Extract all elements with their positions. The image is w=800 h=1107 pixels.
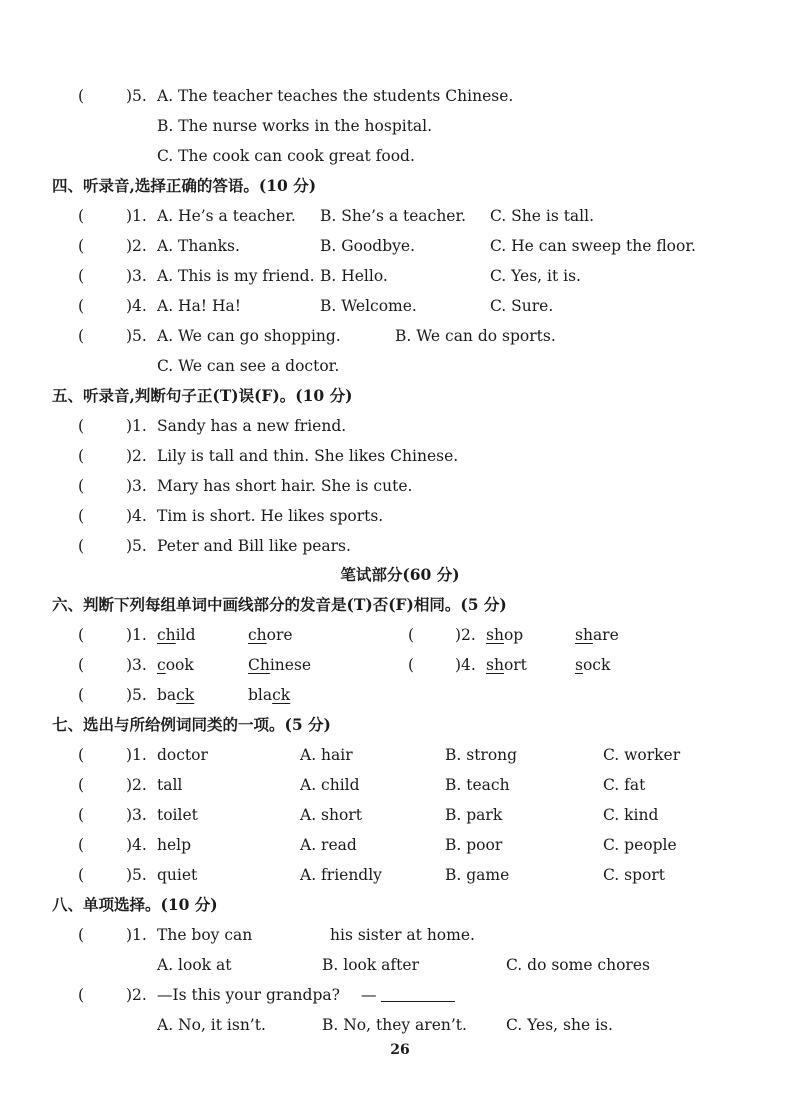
option-a: A. Ha! Ha! <box>157 297 241 315</box>
question-stem-end: his sister at home. <box>330 926 475 944</box>
answer-paren[interactable]: ( <box>408 656 415 674</box>
option-b: B. teach <box>445 776 510 794</box>
answer-paren[interactable]: ( <box>78 477 85 495</box>
word-2 <box>248 625 293 645</box>
option-a: A. We can go shopping. <box>157 327 341 345</box>
underlined-part: s <box>575 656 583 674</box>
option-b: B. No, they aren’t. <box>322 1016 467 1034</box>
underlined-part: ch <box>248 626 267 644</box>
word-1 <box>486 625 523 645</box>
option-c: C. Yes, she is. <box>506 1016 613 1034</box>
question-number: )3. <box>126 656 147 674</box>
answer-gap[interactable] <box>254 927 324 941</box>
option-b: B. park <box>445 806 503 824</box>
word-2 <box>248 655 311 675</box>
question-number: )1. <box>126 746 147 764</box>
answer-paren[interactable]: ( <box>78 417 85 435</box>
word-rest: inese <box>269 656 312 674</box>
word-rest: ba <box>157 686 177 704</box>
option-b: B. Goodbye. <box>320 237 415 255</box>
word-2 <box>575 655 610 675</box>
statement: Sandy has a new friend. <box>157 417 347 435</box>
option-b: B. look after <box>322 956 419 974</box>
example-word: doctor <box>157 746 208 764</box>
word-1 <box>157 655 194 675</box>
question-number: )1. <box>126 926 147 944</box>
answer-paren[interactable]: ( <box>408 626 415 644</box>
question-stem: The boy can <box>157 926 253 944</box>
question-number: )2. <box>126 776 147 794</box>
word-1 <box>157 625 196 645</box>
underlined-part: sh <box>575 626 593 644</box>
question-number: )1. <box>126 207 147 225</box>
question-number: )1. <box>126 417 147 435</box>
statement: Lily is tall and thin. She likes Chinese. <box>157 447 459 465</box>
option-c: C. worker <box>603 746 681 764</box>
answer-paren[interactable]: ( <box>78 836 85 854</box>
statement: Peter and Bill like pears. <box>157 537 351 555</box>
p3-q5-option-c: C. The cook can cook great food. <box>157 147 415 165</box>
question-stem: —Is this your grandpa? <box>157 986 340 1004</box>
option-a: A. Thanks. <box>157 237 240 255</box>
answer-paren[interactable]: ( <box>78 776 85 794</box>
question-number: )5. <box>126 327 147 345</box>
question-number: )4. <box>126 507 147 525</box>
option-b: B. game <box>445 866 510 884</box>
section-heading-8: 八、单项选择。(10 分) <box>52 895 218 914</box>
underlined-part: c <box>157 656 166 674</box>
question-number: )1. <box>126 626 147 644</box>
word-rest: op <box>503 626 524 644</box>
word-rest: bla <box>248 686 273 704</box>
statement: Tim is short. He likes sports. <box>157 507 384 525</box>
option-a: A. read <box>300 836 357 854</box>
word-2 <box>575 625 619 645</box>
word-rest: ook <box>165 656 194 674</box>
option-a: A. child <box>300 776 360 794</box>
question-number: )3. <box>126 477 147 495</box>
option-c: C. He can sweep the floor. <box>490 237 696 255</box>
answer-paren[interactable]: ( <box>78 447 85 465</box>
option-b: B. strong <box>445 746 518 764</box>
question-number: )5. <box>126 866 147 884</box>
word-rest: ild <box>175 626 196 644</box>
word-1 <box>157 685 194 705</box>
answer-paren[interactable]: ( <box>78 237 85 255</box>
answer-paren[interactable]: ( <box>78 686 85 704</box>
answer-blank-line[interactable] <box>381 987 455 1002</box>
example-word: toilet <box>157 806 198 824</box>
question-number: )5. <box>126 537 147 555</box>
underlined-part: ch <box>157 626 176 644</box>
option-a: A. No, it isn’t. <box>157 1016 266 1034</box>
statement: Mary has short hair. She is cute. <box>157 477 413 495</box>
word-2 <box>248 685 290 705</box>
underlined-part: ck <box>176 686 195 704</box>
option-a: A. This is my friend. <box>157 267 315 285</box>
answer-paren[interactable]: ( <box>78 986 85 1004</box>
word-rest: ore <box>266 626 293 644</box>
answer-paren[interactable]: ( <box>78 537 85 555</box>
question-number: )3. <box>126 806 147 824</box>
option-b: B. She’s a teacher. <box>320 207 467 225</box>
question-number: )3. <box>126 267 147 285</box>
answer-paren[interactable]: ( <box>78 656 85 674</box>
question-number: )5. <box>126 686 147 704</box>
option-a: A. hair <box>300 746 353 764</box>
p4-q5-option-c: C. We can see a doctor. <box>157 357 340 375</box>
underlined-part: sh <box>486 656 504 674</box>
section-heading-4: 四、听录音,选择正确的答语。(10 分) <box>52 176 317 195</box>
page-number: 26 <box>390 1042 410 1058</box>
reply-dash: — <box>361 986 377 1004</box>
question-number: )5. <box>126 87 147 105</box>
answer-paren[interactable]: ( <box>78 87 85 105</box>
option-b: B. We can do sports. <box>395 327 556 345</box>
question-number: )4. <box>455 656 476 674</box>
option-c: C. kind <box>603 806 659 824</box>
option-b: B. poor <box>445 836 503 854</box>
option-b: B. Welcome. <box>320 297 417 315</box>
option-c: C. Yes, it is. <box>490 267 581 285</box>
answer-paren[interactable]: ( <box>78 806 85 824</box>
question-number: )4. <box>126 836 147 854</box>
option-b: B. Hello. <box>320 267 388 285</box>
option-a: A. He’s a teacher. <box>157 207 296 225</box>
answer-paren[interactable]: ( <box>78 327 85 345</box>
option-c: C. Sure. <box>490 297 554 315</box>
section-heading-5: 五、听录音,判断句子正(T)误(F)。(10 分) <box>52 386 353 405</box>
example-word: help <box>157 836 192 854</box>
word-rest: ort <box>503 656 527 674</box>
question-number: )2. <box>455 626 476 644</box>
answer-paren[interactable]: ( <box>78 507 85 525</box>
answer-paren[interactable]: ( <box>78 297 85 315</box>
section-heading-6: 六、判断下列每组单词中画线部分的发音是(T)否(F)相同。(5 分) <box>52 595 507 614</box>
underlined-part: sh <box>486 626 504 644</box>
answer-paren[interactable]: ( <box>78 746 85 764</box>
answer-paren[interactable]: ( <box>78 926 85 944</box>
example-word: quiet <box>157 866 198 884</box>
question-number: )4. <box>126 297 147 315</box>
underlined-part: ck <box>272 686 291 704</box>
section-heading-7: 七、选出与所给例词同类的一项。(5 分) <box>52 715 331 734</box>
example-word: tall <box>157 776 183 794</box>
option-c: C. sport <box>603 866 666 884</box>
answer-paren[interactable]: ( <box>78 866 85 884</box>
option-a: A. short <box>300 806 362 824</box>
word-rest: ock <box>582 656 611 674</box>
option-c: C. She is tall. <box>490 207 595 225</box>
option-a: A. friendly <box>300 866 382 884</box>
answer-paren[interactable]: ( <box>78 267 85 285</box>
option-c: C. people <box>603 836 677 854</box>
word-1 <box>486 655 527 675</box>
written-section-title: 笔试部分(60 分) <box>340 565 460 584</box>
option-c: C. fat <box>603 776 646 794</box>
word-rest: are <box>592 626 619 644</box>
option-a: A. look at <box>157 956 232 974</box>
option-c: C. do some chores <box>506 956 650 974</box>
p3-q5-option-b: B. The nurse works in the hospital. <box>157 117 433 135</box>
option-a: A. The teacher teaches the students Chinese. <box>157 87 514 105</box>
answer-paren[interactable]: ( <box>78 626 85 644</box>
answer-paren[interactable]: ( <box>78 207 85 225</box>
question-number: )2. <box>126 237 147 255</box>
underlined-part: Ch <box>248 656 270 674</box>
question-number: )2. <box>126 986 147 1004</box>
question-number: )2. <box>126 447 147 465</box>
